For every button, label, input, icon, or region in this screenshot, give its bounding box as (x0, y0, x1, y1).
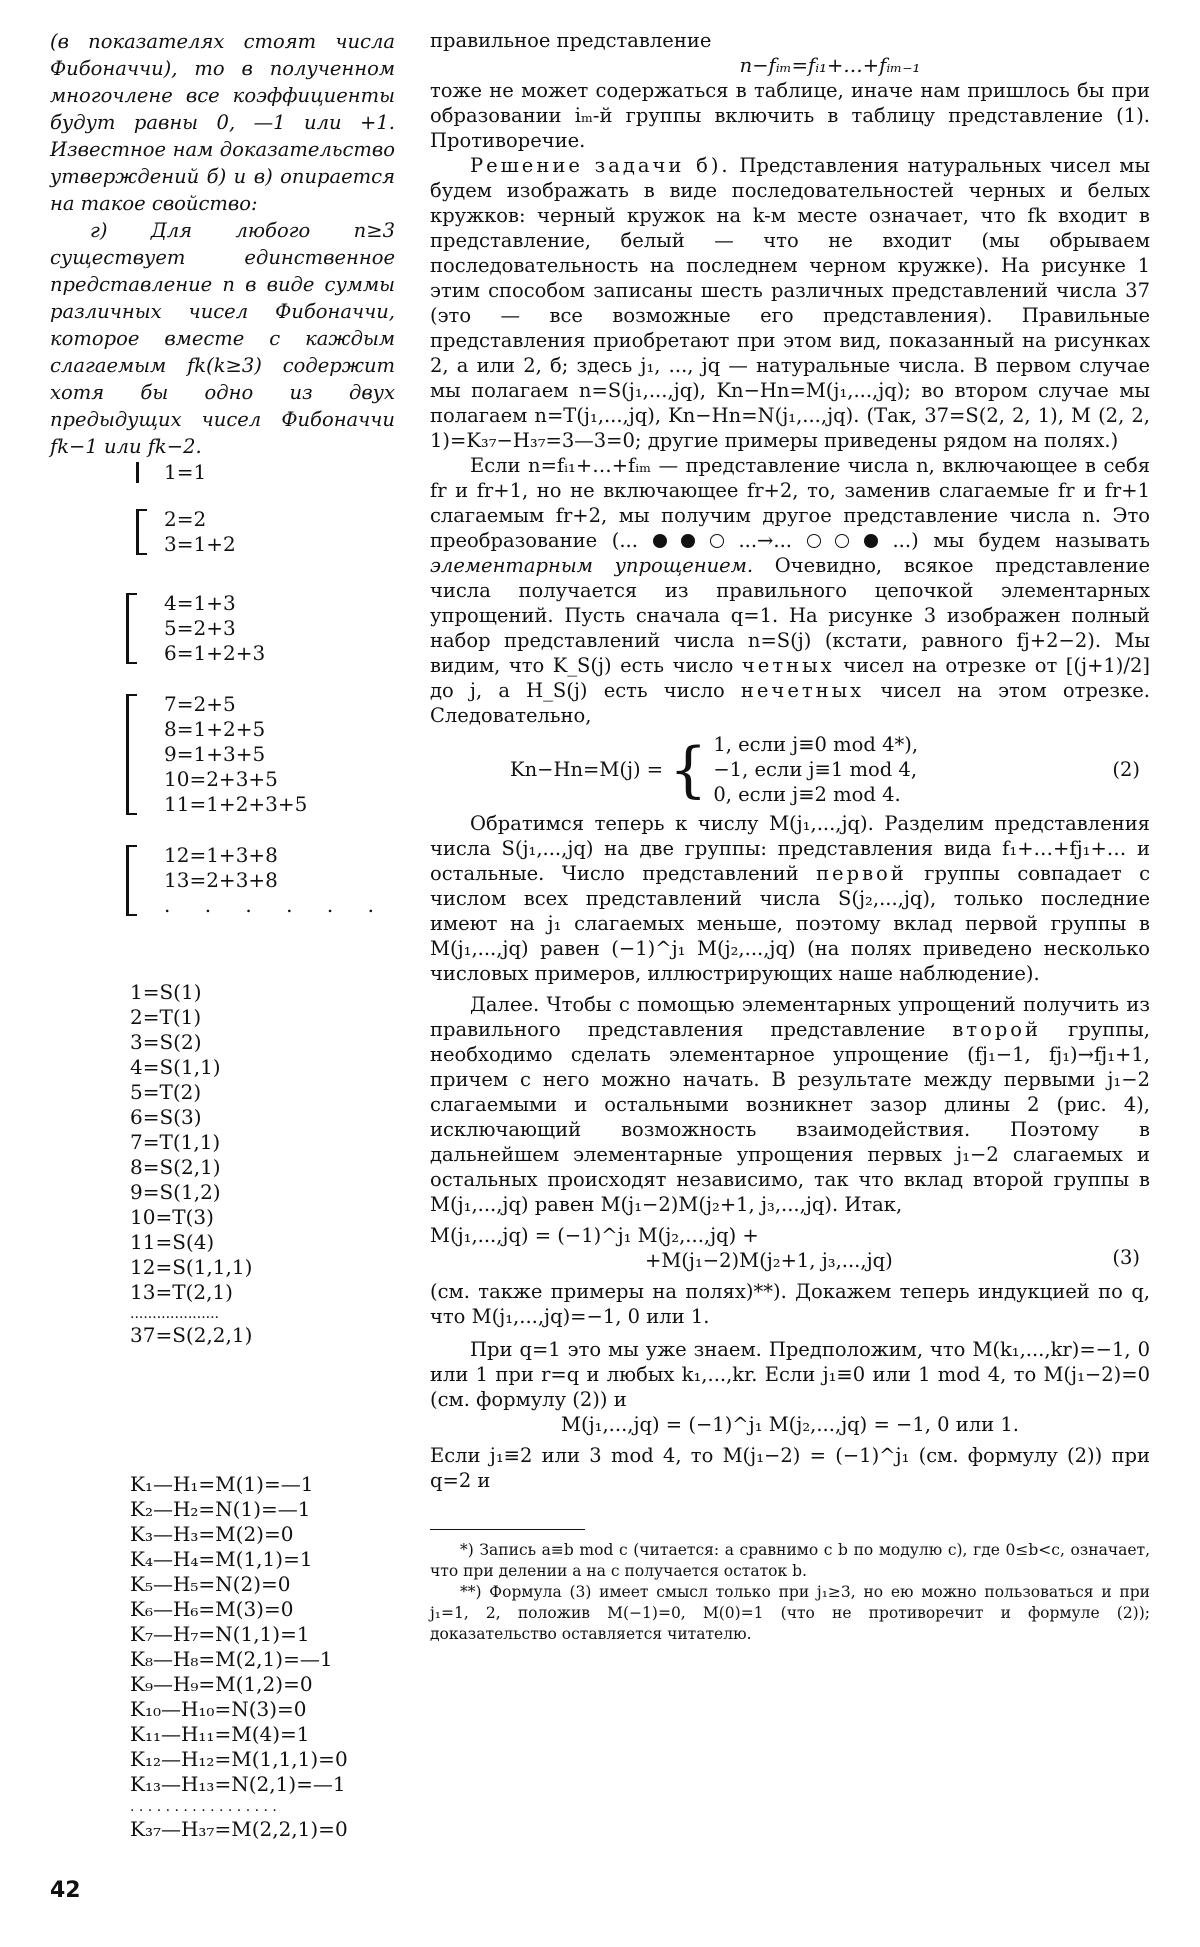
st-list (130, 980, 252, 1348)
p1-equation: n−fᵢₘ=fᵢ₁+…+fᵢₘ₋₁ (739, 54, 921, 77)
kh-item: K₈—H₈=M(2,1)=—1 (130, 1647, 333, 1671)
white-circle-icon (807, 534, 821, 548)
sum-line: 1=1 (164, 460, 207, 484)
sum-group-2 (130, 507, 398, 557)
sum-group-5 (120, 843, 388, 918)
st-item: 6=S(3) (130, 1105, 202, 1129)
p5-text-b: группы, необходимо сделать элементарное упрощение (fj₁−1, fj₁)→fj₁+1, причем с него можно начать. В результате между первыми j₁−2 слагаемыми и остальными возникнет зазор длины 2 (рис. 4), исключающий возможность взаимодействия. Поэтому в дальнейшем элементарные упрощения первых j₁−2 слагаемых и остальных происходят независимо, так что вклад второй группы в M(j₁,...,jq) равен M(j₁−2)M(j₂+1, j₃,...,jq). Итак, (430, 1018, 1150, 1216)
page-number: 42 (50, 1878, 81, 1903)
sum-line: 12=1+3+8 (164, 843, 278, 867)
kh-item: K₃—H₃=M(2)=0 (130, 1522, 294, 1546)
p5-paragraph (430, 992, 1150, 1217)
footnote-divider (430, 1529, 585, 1530)
sum-line: 13=2+3+8 (164, 868, 278, 892)
left-brace-icon: { (669, 734, 708, 805)
formula-3-line1: M(j₁,...,jq) = (−1)^j₁ M(j₂,...,jq) + (430, 1224, 759, 1247)
sum-line: 8=1+2+5 (164, 717, 266, 741)
st-item: 11=S(4) (130, 1230, 215, 1254)
st-item: 10=T(3) (130, 1205, 214, 1229)
black-circle-icon (681, 534, 695, 548)
p3-term: элементарным упрощением. (430, 554, 754, 577)
kh-dots: . . . . . . . . . . . . . . . . . (130, 1799, 277, 1815)
st-item: 4=S(1,1) (130, 1055, 221, 1079)
white-circle-icon (710, 534, 724, 548)
sum-group-1 (130, 460, 398, 485)
p3-odd: нечетных (740, 679, 865, 702)
sum-line: 11=1+2+3+5 (164, 792, 308, 816)
p1-head: правильное представление (430, 29, 712, 52)
st-dots: .................... (130, 1306, 220, 1322)
p4-paragraph (430, 811, 1150, 986)
kh-item: K₂—H₂=N(1)=—1 (130, 1497, 311, 1521)
st-item: 13=T(2,1) (130, 1280, 233, 1304)
sum-line: 4=1+3 (164, 591, 236, 615)
p3-open: (... (611, 529, 638, 552)
sum-line: 7=2+5 (164, 692, 236, 716)
p4-text-b: группы совпадает с числом всех представлений числа S(j₂,...,jq), только последние имеют на j₁ слагаемых меньше, поэтому вклад первой группы в M(j₁,...,jq) равен (−1)^j₁ M(j₂,...,jq) (на полях приведено несколько числовых примеров, иллюстрирующих наше наблюдение). (430, 862, 1150, 985)
p7-equation: M(j₁,...,jq) = (−1)^j₁ M(j₂,...,jq) = −1, 0 или 1. (561, 1413, 1019, 1436)
kh-item: K₇—H₇=N(1,1)=1 (130, 1622, 310, 1646)
kh-item: K₁₃—H₁₃=N(2,1)=—1 (130, 1772, 346, 1796)
st-item: 2=T(1) (130, 1005, 202, 1029)
st-item: 7=T(1,1) (130, 1130, 221, 1154)
kh-item: K₄—H₄=M(1,1)=1 (130, 1547, 313, 1571)
st-item: 12=S(1,1,1) (130, 1255, 253, 1279)
black-circle-icon (653, 534, 667, 548)
kh-item: K₁₀—H₁₀=N(3)=0 (130, 1697, 307, 1721)
p7-paragraph: При q=1 это мы уже знаем. Предположим, что M(k₁,...,kr)=−1, 0 или 1 при r=q и любых k₁,...,kr. Если j₁≡0 или 1 mod 4, то M(j₁−2)=0 (см. формулу (2)) и (430, 1338, 1150, 1411)
st-item: 5=T(2) (130, 1080, 202, 1104)
sum-line: 10=2+3+5 (164, 767, 278, 791)
formula-3-line2: +M(j₁−2)M(j₂+1, j₃,...,jq) (645, 1249, 893, 1272)
kh-list (130, 1472, 348, 1842)
kh-item: K₅—H₅=N(2)=0 (130, 1572, 291, 1596)
p4-text: Обратимся теперь к числу M(j₁,...,jq). Разделим представления числа S(j₁,...,jq) на две группы: представления вида f₁+…+fj₁+… и остальные. Число представлений (430, 812, 1150, 885)
p3-text-a: Если n=fᵢ₁+…+fᵢₘ — представление числа n, включающее в себя fr и fr+1, но не включающее fr+2, то, заменив слагаемые fr и fr+1 слагаемым fr+2, мы получим другое представление числа n. Это преобразование (430, 454, 1150, 552)
sum-dots: . . . . . . (164, 893, 388, 917)
formula-2-lhs: Kn−Hn=M(j) = (510, 758, 664, 781)
case-line: 1, если j≡0 mod 4*), (713, 733, 919, 756)
kh-item: K₉—H₉=M(1,2)=0 (130, 1672, 313, 1696)
sum-line: 9=1+3+5 (164, 742, 266, 766)
left-column (50, 28, 395, 460)
st-item: 3=S(2) (130, 1030, 202, 1054)
p3-arrow: ...→... (738, 529, 792, 552)
kh-item: K₁—H₁=M(1)=—1 (130, 1472, 314, 1496)
kh-item: K₁₁—H₁₁=M(4)=1 (130, 1722, 310, 1746)
white-circle-icon (835, 534, 849, 548)
formula-3 (430, 1223, 1150, 1273)
p3-text-b: мы будем называть (933, 529, 1150, 552)
p8-paragraph: Если j₁≡2 или 3 mod 4, то M(j₁−2) = (−1)^j₁ (см. формулу (2)) при q=2 и (430, 1444, 1150, 1492)
p1-tail: тоже не может содержаться в таблице, иначе нам пришлось бы при образовании iₘ-й группы включить в таблицу представление (1). Противоречие. (430, 79, 1150, 152)
case-line: 0, если j≡2 mod 4. (713, 783, 901, 806)
sum-group-4 (120, 692, 388, 817)
p3-text-d: чисел на отрезке от [(j+1)/2] до j, а H_S(j) есть число (430, 654, 1151, 702)
solution-label: Решение задачи б). (470, 154, 731, 177)
p5-text-a: Далее. Чтобы с помощью элементарных упрощений получить из правильного представления представление (430, 993, 1150, 1041)
footnote-2: **) Формула (3) имеет смысл только при j₁≥3, но ею можно пользоваться и при j₁=1, 2, положив M(−1)=0, M(0)=1 (что не противоречит и формуле (2)); доказательство оставляется читателю. (430, 1583, 1150, 1643)
left-intro-text: (в показателях стоят числа Фибоначчи), то в полученном многочлене все коэффициенты будут равны 0, —1 или +1. Известное нам доказательство утверждений б) и в) опирается на такое свойство: (50, 30, 395, 215)
sum-line: 6=1+2+3 (164, 641, 266, 665)
p5-second: второй (952, 1018, 1042, 1041)
p3-text-e: чисел на этом отрезке. Следовательно, (430, 679, 1150, 727)
sum-groups (130, 460, 398, 918)
case-line: −1, если j≡1 mod 4, (713, 758, 918, 781)
st-item: 1=S(1) (130, 980, 202, 1004)
right-column (430, 28, 1150, 1645)
sum-line: 2=2 (164, 507, 207, 531)
sum-group-3 (120, 591, 388, 666)
left-claim-text: г) Для любого n≥3 существует единственное представление n в виде суммы различных чисел Фибоначчи, которое вместе с каждым слагаемым fk(k≥3) содержит хотя бы одно из двух предыдущих чисел Фибоначчи fk−1 или fk−2. (50, 219, 395, 458)
footnote-1: *) Запись a≡b mod c (читается: a сравнимо с b по модулю c), где 0≤b<c, означает, что при делении a на c получается остаток b. (430, 1541, 1150, 1580)
formula-2 (430, 732, 1150, 807)
formula-3-number: (3) (1112, 1246, 1140, 1269)
p4-first: первой (816, 862, 907, 885)
kh-item: K₆—H₆=M(3)=0 (130, 1597, 294, 1621)
p3-paragraph (430, 453, 1150, 728)
kh-item-last: K₃₇—H₃₇=M(2,2,1)=0 (130, 1817, 348, 1841)
black-circle-icon (864, 534, 878, 548)
p6-paragraph: (см. также примеры на полях)**). Докажем теперь индукцией по q, что M(j₁,...,jq)=−1, 0 или 1. (430, 1280, 1150, 1328)
st-item: 8=S(2,1) (130, 1155, 221, 1179)
st-item: 9=S(1,2) (130, 1180, 221, 1204)
p3-even: четных (741, 654, 835, 677)
sum-line: 5=2+3 (164, 616, 236, 640)
p2-paragraph (430, 153, 1150, 453)
p3-text-c: Очевидно, всякое представление числа получается из правильного цепочкой элементарных упрощений. Пусть сначала q=1. На рисунке 3 изображен полный набор представлений числа n=S(j) (кстати, равного fj+2−2). Мы видим, что K_S(j) есть число (430, 554, 1150, 677)
p3-close: ...) (892, 529, 919, 552)
formula-2-number: (2) (1112, 758, 1140, 781)
p2-text: Представления натуральных чисел мы будем изображать в виде последовательностей черных и белых кружков: черный кружок на k-м месте означает, что fk входит в представление, белый — что не входит (мы обрываем последовательность на последнем черном кружке). На рисунке 1 этим способом записаны шесть различных представлений числа 37 (это — все возможные его представления). Правильные представления приобретают при этом вид, показанный на рисунках 2, а или 2, б; здесь j₁, ..., jq — натуральные числа. В первом случае мы полагаем n=S(j₁,...,jq), Kn−Hn=M(j₁,...,jq); во втором случае мы полагаем n=T(j₁,...,jq), Kn−Hn=N(j₁,...,jq). (Так, 37=S(2, 2, 1), M (2, 2, 1)=K₃₇−H₃₇=3—3=0; другие примеры приведены рядом на полях.) (430, 154, 1150, 452)
kh-item: K₁₂—H₁₂=M(1,1,1)=0 (130, 1747, 348, 1771)
st-item-last: 37=S(2,2,1) (130, 1323, 253, 1347)
formula-2-cases (713, 732, 918, 807)
sum-line: 3=1+2 (164, 532, 236, 556)
